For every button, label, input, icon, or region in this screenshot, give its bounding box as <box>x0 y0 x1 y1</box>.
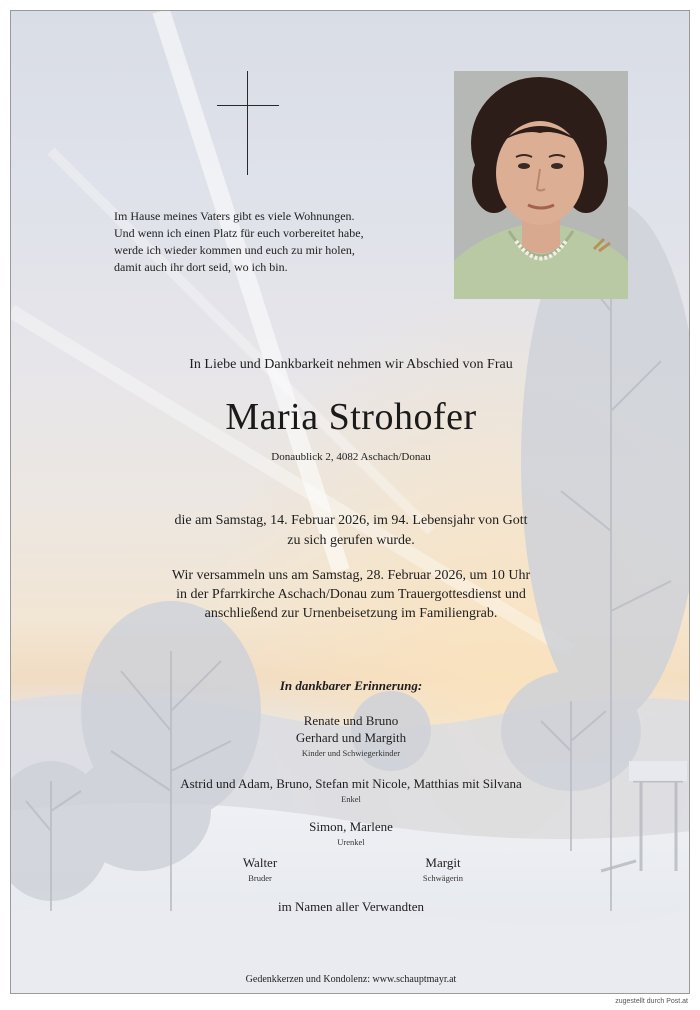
child-couple: Gerhard und Margith <box>295 730 407 745</box>
great-grandchildren-relation: Urenkel <box>337 837 365 847</box>
death-notice <box>11 511 690 551</box>
cross-icon <box>247 71 248 175</box>
sister-in-law-relation: Schwägerin <box>422 873 464 883</box>
verse-line: Im Hause meines Vaters gibt es viele Wohnungen. <box>114 209 355 223</box>
sister-in-law-name: Margit <box>425 855 461 870</box>
grandchildren-names: Astrid und Adam, Bruno, Stefan mit Nicole, Matthias mit Silvana <box>180 776 522 791</box>
intro-text: In Liebe und Dankbarkeit nehmen wir Abschied von Frau <box>189 357 513 372</box>
service-line: in der Pfarrkirche Aschach/Donau zum Trauergottesdienst und <box>176 587 526 602</box>
closing-line: im Namen aller Verwandten <box>278 899 424 914</box>
brother-relation: Bruder <box>248 873 272 883</box>
child-couple: Renate und Bruno <box>303 713 399 728</box>
children-names <box>11 713 690 746</box>
verse-line: Und wenn ich einen Platz für euch vorbereitet habe, <box>114 226 364 240</box>
grandchildren-relation: Enkel <box>341 794 361 804</box>
parte-card <box>10 10 690 994</box>
service-line: anschließend zur Urnenbeisetzung im Familiengrab. <box>204 606 498 621</box>
brother-name: Walter <box>242 855 278 870</box>
verse-line: damit auch ihr dort seid, wo ich bin. <box>114 260 288 274</box>
service-line: Wir versammeln uns am Samstag, 28. Februar 2026, um 10 Uhr <box>171 568 531 583</box>
deceased-name: Maria Strohofer <box>225 396 477 438</box>
sister-in-law-entry <box>383 855 503 883</box>
service-notice <box>11 566 690 623</box>
bible-verse <box>114 208 434 276</box>
portrait-illustration <box>454 71 628 299</box>
cross-icon-bar <box>217 105 279 106</box>
condolence-footer: Gedenkkerzen und Kondolenz: www.schauptmayr.at <box>245 974 457 985</box>
brother-entry <box>200 855 320 883</box>
death-notice-line: zu sich gerufen wurde. <box>287 533 415 548</box>
children-relation: Kinder und Schwiegerkinder <box>301 748 401 758</box>
great-grandchildren-names: Simon, Marlene <box>309 819 393 834</box>
verse-line: werde ich wieder kommen und euch zu mir holen, <box>114 243 355 257</box>
delivery-credit: zugestellt durch Post.at <box>615 998 688 1005</box>
death-notice-line: die am Samstag, 14. Februar 2026, im 94. Lebensjahr von Gott <box>174 513 528 528</box>
mourners-heading: In dankbarer Erinnerung: <box>279 678 423 693</box>
deceased-address: Donaublick 2, 4082 Aschach/Donau <box>271 451 431 463</box>
portrait-photo <box>454 71 628 299</box>
